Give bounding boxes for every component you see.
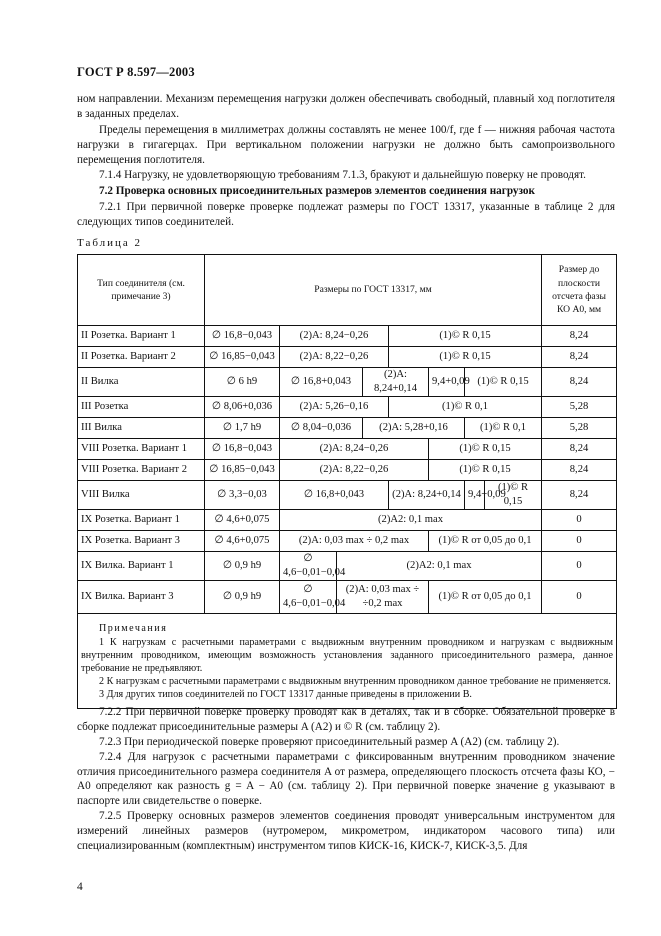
dim-cell: (2)A: 8,24+0,14 — [363, 368, 429, 397]
dim-cell: (2)A: 8,24+0,14 — [389, 481, 465, 510]
table-row — [78, 347, 617, 368]
row-connector-type: VIII Розетка. Вариант 2 — [78, 460, 205, 481]
dim-cell: ∅ 4,6+0,075 — [205, 510, 280, 531]
after-table-text — [77, 705, 615, 854]
dim-cell: (2)A: 5,28+0,16 — [363, 418, 465, 439]
row-connector-type: II Розетка. Вариант 1 — [78, 326, 205, 347]
dim-cell: (2)A: 8,22−0,26 — [280, 347, 389, 368]
paragraph-7-2-3: 7.2.3 При периодической поверке проверяют присоединительный размер A (A2) (см. таблицу 2). — [99, 735, 560, 748]
size-cell: 0 — [542, 552, 617, 581]
table-row — [78, 397, 617, 418]
row-connector-type: IX Вилка. Вариант 1 — [78, 552, 205, 581]
note-1: 1 К нагрузкам с расчетными параметрами с выдвижным внутренним проводником и нагрузкам с выдвижным внутренним проводником, имеющим возможность установления заданного присоединительного размера, данное требование не предъявляют. — [81, 636, 614, 674]
paragraph-7-2-5: 7.2.5 Проверку основных размеров элементов соединения проводят универсальным инструментом для измерений линейных размеров (нутромером, микрометром, индикатором часового типа) или специализированным (комплектным) инструментом типов КИСК-16, КИСК-7, КИСК-3,5. Для — [77, 810, 615, 853]
dim-cell: ∅ 16,8+0,043 — [280, 368, 363, 397]
table-row — [78, 510, 617, 531]
row-connector-type: II Вилка — [78, 368, 205, 397]
intro-text — [77, 92, 615, 231]
row-connector-type: IX Вилка. Вариант 3 — [78, 581, 205, 614]
dim-cell: ∅ 16,85−0,043 — [205, 460, 280, 481]
table-row — [78, 418, 617, 439]
dim-cell: (1)© R 0,1 — [389, 397, 542, 418]
row-connector-type: III Розетка — [78, 397, 205, 418]
dim-cell: (1)© R 0,15 — [429, 460, 542, 481]
dim-cell: 9,4+0,09 — [465, 481, 485, 510]
dim-cell: ∅ 16,8+0,043 — [280, 481, 389, 510]
size-cell: 8,24 — [542, 439, 617, 460]
table-notes-row — [78, 614, 617, 709]
size-cell: 0 — [542, 531, 617, 552]
dim-cell: ∅ 4,6−0,01−0,04 — [280, 581, 337, 614]
table-row — [78, 581, 617, 614]
size-cell: 5,28 — [542, 418, 617, 439]
dim-cell: ∅ 6 h9 — [205, 368, 280, 397]
header-dimensions: Размеры по ГОСТ 13317, мм — [205, 255, 542, 326]
note-2: 2 К нагрузкам с расчетными параметрами с выдвижным внутренним проводником данное требование не применяется. — [99, 675, 611, 687]
table-row — [78, 439, 617, 460]
table-row — [78, 368, 617, 397]
size-cell: 0 — [542, 581, 617, 614]
dim-cell: ∅ 4,6−0,01−0,04 — [280, 552, 337, 581]
row-connector-type: III Вилка — [78, 418, 205, 439]
dim-cell: (2)A: 8,22−0,26 — [280, 460, 429, 481]
dim-cell: ∅ 8,04−0,036 — [280, 418, 363, 439]
table-caption: Таблица 2 — [77, 237, 143, 249]
dim-cell: (2)A: 0,03 max ÷ 0,2 max — [280, 531, 429, 552]
document-header: ГОСТ Р 8.597—2003 — [77, 65, 195, 79]
dim-cell: (1)© R 0,1 — [465, 418, 542, 439]
table-row — [78, 531, 617, 552]
row-connector-type: II Розетка. Вариант 2 — [78, 347, 205, 368]
size-cell: 0 — [542, 510, 617, 531]
dim-cell: ∅ 1,7 h9 — [205, 418, 280, 439]
paragraph-continuation: ном направлении. Механизм перемещения нагрузки должен обеспечивать свободный, плавный ход поглотителя в заданных пределах. — [77, 93, 615, 120]
table-row — [78, 326, 617, 347]
paragraph-7-2-4: 7.2.4 Для нагрузок с расчетными параметрами с фиксированным внутренним проводником значение отличия присоединительного размера соединителя A от размера, определяющего плоскость отсчета фазы КО, − A0 определяют как разность g = A − A0 (см. таблицу 2). При первичной поверке значение g указывают в паспорте или свидетельстве о поверке. — [77, 750, 615, 808]
dim-cell: (2)A: 5,26−0,16 — [280, 397, 389, 418]
size-cell: 8,24 — [542, 368, 617, 397]
dim-cell: (2)A: 0,03 max ÷ ÷0,2 max — [337, 581, 429, 614]
dim-cell: (2)A2: 0,1 max — [280, 510, 542, 531]
table-2 — [77, 254, 617, 709]
dim-cell: ∅ 3,3−0,03 — [205, 481, 280, 510]
row-connector-type: VIII Розетка. Вариант 1 — [78, 439, 205, 460]
dim-cell: ∅ 16,8−0,043 — [205, 326, 280, 347]
table-row — [78, 481, 617, 510]
paragraph-displacement-limits: Пределы перемещения в миллиметрах должны составлять не менее 100/f, где f — нижняя рабочая частота нагрузки в гигагерцах. При вертикальном положении нагрузки не должно быть самопроизвольного перемещения поглотителя. — [77, 123, 615, 166]
dim-cell: (2)A: 8,24−0,26 — [280, 439, 429, 460]
page-number: 4 — [77, 881, 83, 893]
dim-cell: ∅ 0,9 h9 — [205, 581, 280, 614]
dim-cell: ∅ 4,6+0,075 — [205, 531, 280, 552]
paragraph-7-2-1: 7.2.1 При первичной поверке проверке подлежат размеры по ГОСТ 13317, указанные в таблице 2 для следующих типов соединителей. — [77, 201, 615, 229]
paragraph-7-1-4: 7.1.4 Нагрузку, не удовлетворяющую требованиям 7.1.3, бракуют и дальнейшую поверку не проводят. — [99, 169, 586, 182]
dim-cell: (1)© R 0,15 — [389, 347, 542, 368]
dim-cell: (1)© R 0,15 — [389, 326, 542, 347]
note-3: 3 Для других типов соединителей по ГОСТ 13317 данные приведены в приложении В. — [99, 689, 472, 701]
size-cell: 5,28 — [542, 397, 617, 418]
dim-cell: ∅ 16,85−0,043 — [205, 347, 280, 368]
table-notes — [78, 614, 617, 709]
dim-cell: 9,4+0,09 — [429, 368, 465, 397]
dim-cell: ∅ 16,8−0,043 — [205, 439, 280, 460]
notes-title: Примечания — [99, 623, 168, 635]
table-row — [78, 552, 617, 581]
header-connector-type: Тип соединителя (см. примечание 3) — [78, 255, 205, 326]
row-connector-type: VIII Вилка — [78, 481, 205, 510]
section-heading-7-2: 7.2 Проверка основных присоединительных размеров элементов соединения нагрузок — [99, 185, 535, 198]
size-cell: 8,24 — [542, 481, 617, 510]
dim-cell: ∅ 0,9 h9 — [205, 552, 280, 581]
dim-cell: (1)© R от 0,05 до 0,1 — [429, 531, 542, 552]
dim-cell: (1)© R от 0,05 до 0,1 — [429, 581, 542, 614]
row-connector-type: IX Розетка. Вариант 1 — [78, 510, 205, 531]
table-row — [78, 460, 617, 481]
dim-cell: (1)© R 0,15 — [465, 368, 542, 397]
dim-cell: (2)A2: 0,1 max — [337, 552, 542, 581]
paragraph-7-2-2: 7.2.2 При первичной поверке проверку проводят как в деталях, так и в сборке. Обязательной проверке в сборке подлежат присоединительные размеры A (A2) и © R (см. таблицу 2). — [77, 706, 615, 733]
size-cell: 8,24 — [542, 460, 617, 481]
size-cell: 8,24 — [542, 347, 617, 368]
row-connector-type: IX Розетка. Вариант 3 — [78, 531, 205, 552]
dim-cell: (1)© R 0,15 — [485, 481, 542, 510]
dim-cell: (1)© R 0,15 — [429, 439, 542, 460]
table-header-row — [78, 255, 617, 326]
header-phase-plane-size: Размер до плоскости отсчета фазы КО A0, мм — [542, 255, 617, 326]
size-cell: 8,24 — [542, 326, 617, 347]
dim-cell: ∅ 8,06+0,036 — [205, 397, 280, 418]
dim-cell: (2)A: 8,24−0,26 — [280, 326, 389, 347]
